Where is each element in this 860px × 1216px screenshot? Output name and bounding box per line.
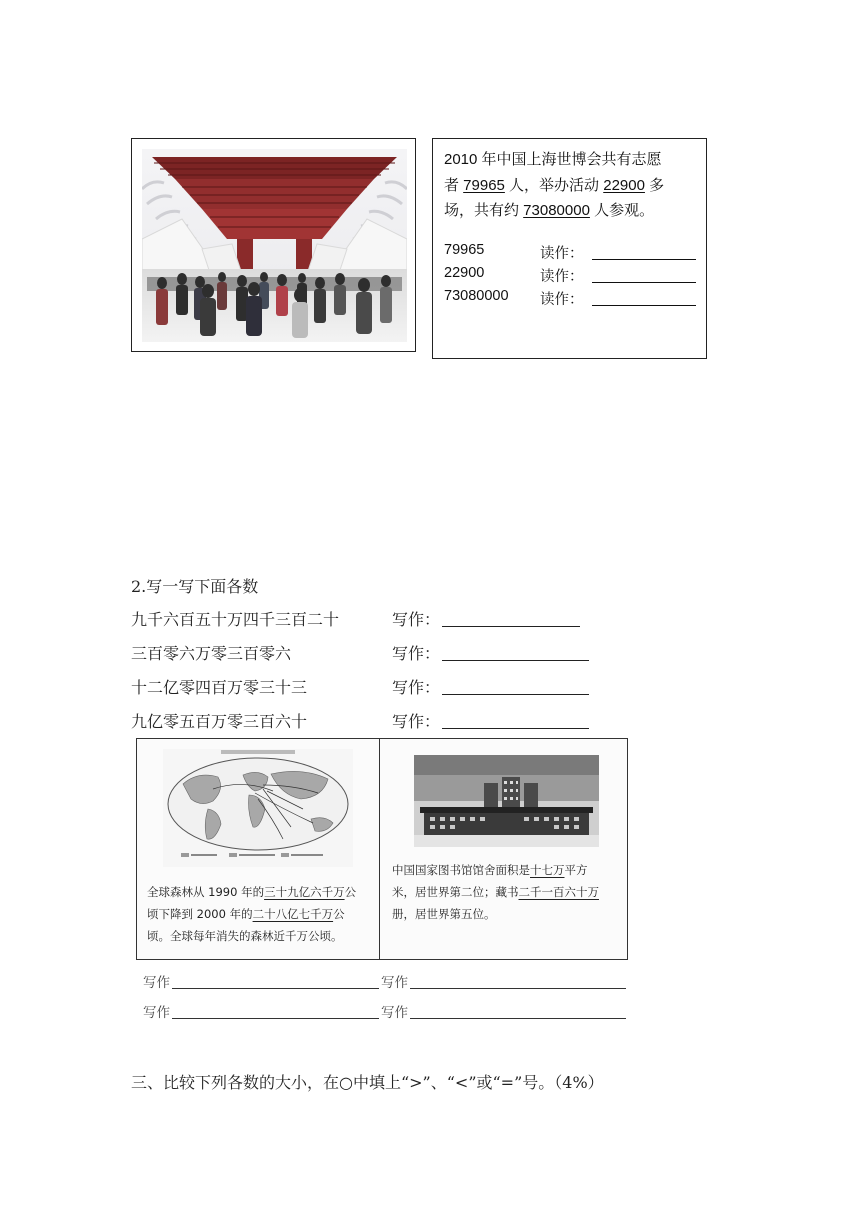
write-answer-blank[interactable] bbox=[172, 988, 379, 989]
write-label: 写作： bbox=[392, 712, 441, 731]
forest-line-1 bbox=[147, 881, 377, 903]
read-label: 读作： bbox=[540, 269, 584, 285]
write-answer-blank[interactable] bbox=[442, 626, 580, 627]
forest-text-part: 全球森林从 1990 年的 bbox=[147, 885, 265, 899]
expo-question-box bbox=[432, 138, 707, 359]
write-blank-label: 写作 bbox=[381, 975, 408, 991]
world-map-illustration bbox=[163, 749, 353, 867]
write-answer-blank[interactable] bbox=[442, 694, 589, 695]
expo-pavilion-photo bbox=[142, 149, 407, 342]
expo-text: 多 bbox=[644, 176, 665, 194]
chinese-number-text: 三百零六万零三百零六 bbox=[131, 644, 292, 663]
library-line-2 bbox=[392, 881, 627, 903]
expo-line-2 bbox=[444, 173, 702, 199]
library-text-part: 中国国家图书馆馆舍面积是 bbox=[392, 863, 530, 877]
forest-text-part: 公 bbox=[344, 885, 357, 899]
write-answer-blank[interactable] bbox=[442, 728, 589, 729]
write-answer-blank[interactable] bbox=[172, 1018, 379, 1019]
read-answer-blank[interactable] bbox=[592, 259, 696, 260]
expo-text: 者 bbox=[444, 176, 464, 194]
read-number: 79965 bbox=[444, 242, 485, 258]
write-answer-blank[interactable] bbox=[442, 660, 589, 661]
forest-text-part: 顷下降到 2000 年的 bbox=[147, 907, 253, 921]
read-number: 73080000 bbox=[444, 288, 509, 304]
forest-line-2 bbox=[147, 903, 377, 925]
write-label: 写作： bbox=[392, 644, 441, 663]
chinese-number-text: 九千六百五十万四千三百二十 bbox=[131, 610, 340, 629]
write-answer-blank[interactable] bbox=[410, 988, 626, 989]
write-row-2 bbox=[131, 641, 591, 663]
forest-panel bbox=[136, 738, 380, 960]
read-label: 读作： bbox=[540, 292, 584, 308]
read-answer-blank[interactable] bbox=[592, 282, 696, 283]
expo-photo-frame bbox=[131, 138, 416, 352]
library-building-illustration bbox=[414, 755, 599, 847]
read-label: 读作： bbox=[540, 246, 584, 262]
expo-line-3 bbox=[444, 198, 702, 224]
section-3-title: 三、比较下列各数的大小，在○中填上“>”、“<”或“=”号。（4%） bbox=[131, 1073, 604, 1092]
library-book-count: 二千一百六十万 bbox=[518, 885, 599, 899]
write-blank-label: 写作 bbox=[381, 1005, 408, 1021]
expo-pavilion-illustration bbox=[142, 149, 407, 342]
write-row-1 bbox=[131, 607, 591, 629]
library-text bbox=[392, 859, 627, 925]
section-2-title: 2.写一写下面各数 bbox=[131, 577, 259, 596]
library-text-part: 平方 bbox=[564, 863, 588, 877]
chinese-number-text: 十二亿零四百万零三十三 bbox=[131, 678, 308, 697]
expo-text: 场，共有约 bbox=[444, 202, 524, 219]
library-line-3: 册，居世界第五位。 bbox=[392, 907, 496, 921]
expo-paragraph bbox=[444, 147, 702, 224]
write-blank-label: 写作 bbox=[143, 1005, 170, 1021]
write-blank-label: 写作 bbox=[143, 975, 170, 991]
write-row-4 bbox=[131, 709, 591, 731]
forest-2000-area: 二十八亿七千万 bbox=[252, 907, 334, 921]
visitor-count: 73080000 bbox=[523, 202, 590, 219]
expo-text: 人参观。 bbox=[589, 202, 655, 219]
write-label: 写作： bbox=[392, 678, 441, 697]
forest-line-3: 顷。全球每年消失的森林近千万公顷。 bbox=[147, 929, 343, 943]
read-answer-blank[interactable] bbox=[592, 305, 696, 306]
volunteer-count: 79965 bbox=[463, 176, 505, 194]
read-number: 22900 bbox=[444, 265, 485, 281]
expo-text: 人，举办活动 bbox=[504, 176, 604, 194]
library-panel bbox=[379, 738, 628, 960]
write-label: 写作： bbox=[392, 610, 441, 629]
forest-text-part: 公 bbox=[333, 907, 345, 921]
library-line-1 bbox=[392, 859, 627, 881]
forest-text bbox=[147, 881, 377, 947]
expo-line-1: 2010 年中国上海世博会共有志愿 bbox=[444, 151, 662, 168]
forest-1990-area: 三十九亿六千万 bbox=[264, 885, 345, 899]
write-row-3 bbox=[131, 675, 591, 697]
library-text-part: 米，居世界第二位；藏书 bbox=[392, 885, 519, 899]
activity-count: 22900 bbox=[603, 176, 645, 194]
library-floor-area: 十七万 bbox=[530, 863, 565, 877]
chinese-number-text: 九亿零五百万零三百六十 bbox=[131, 712, 308, 731]
write-answer-blank[interactable] bbox=[410, 1018, 626, 1019]
